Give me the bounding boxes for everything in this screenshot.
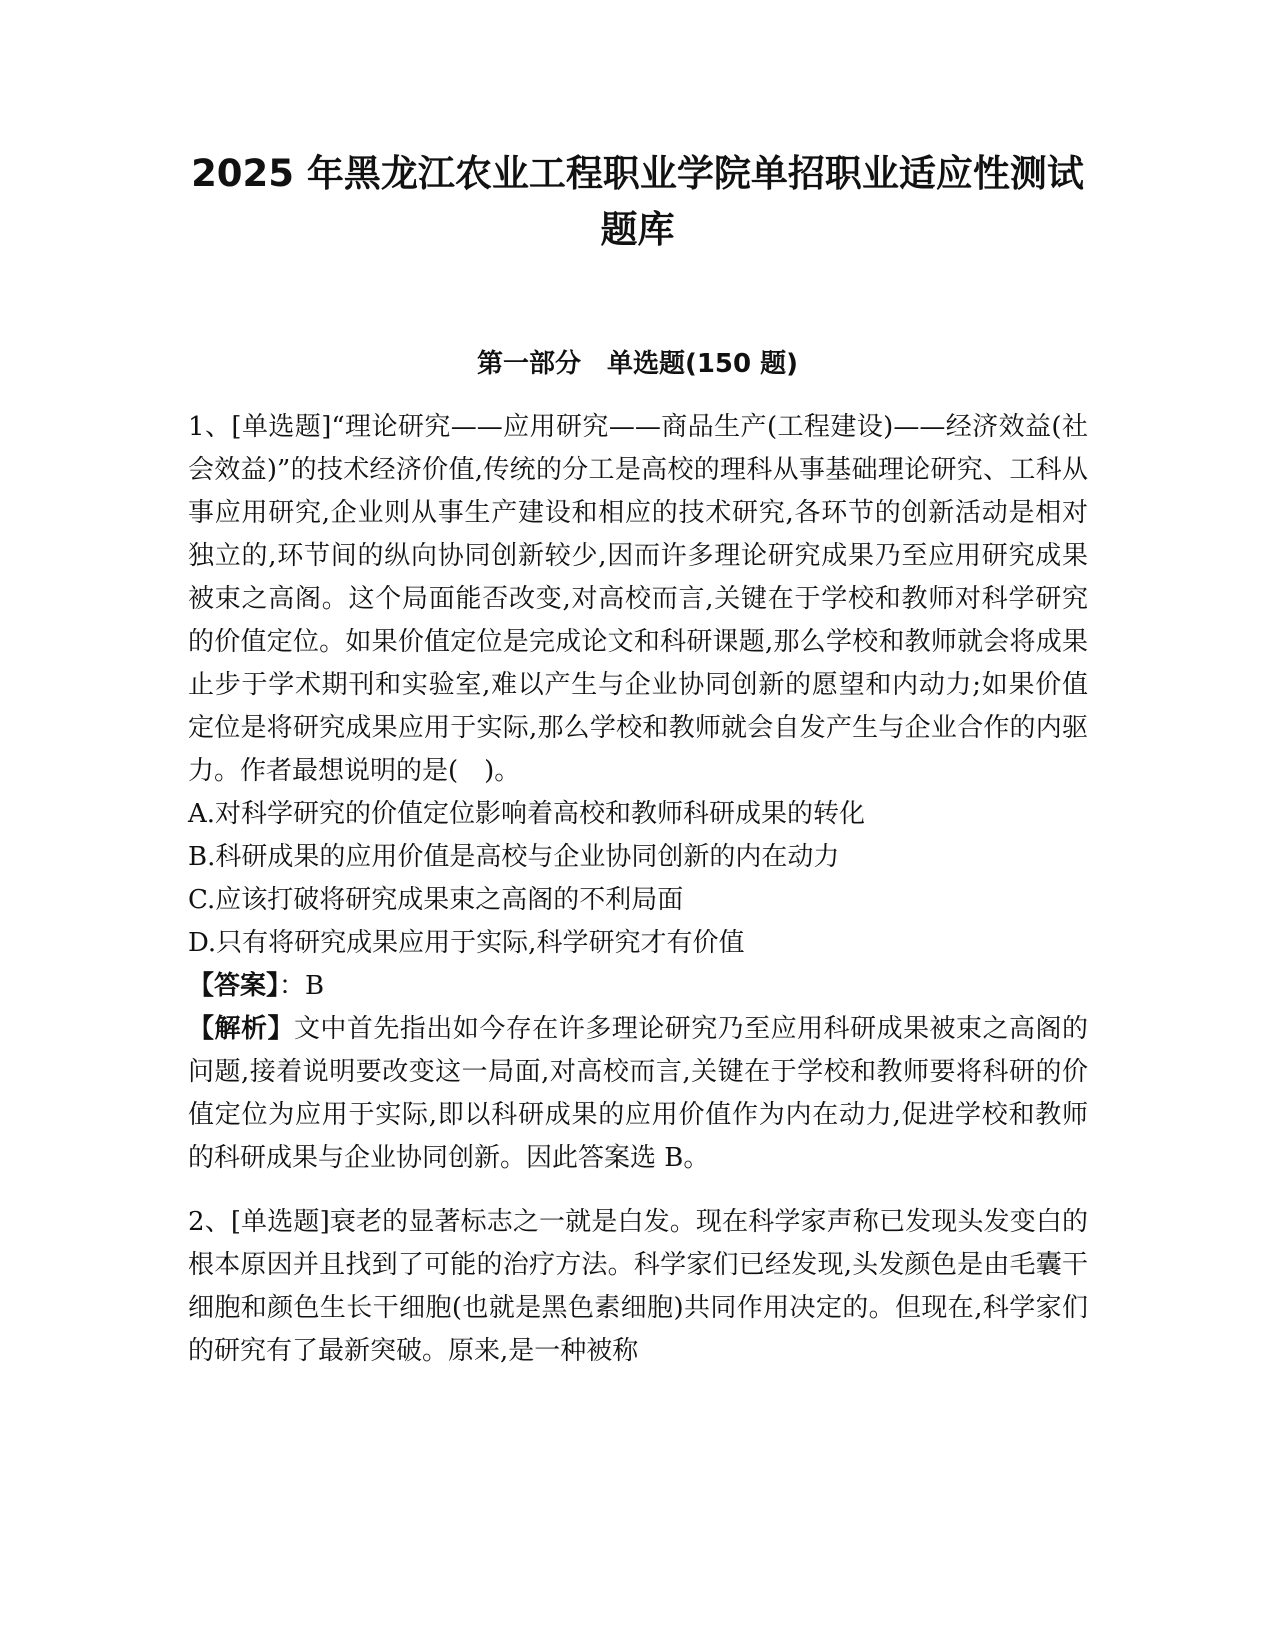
- option-c: C.应该打破将研究成果束之高阁的不利局面: [188, 885, 684, 915]
- analysis-label: 【解析】: [188, 1014, 294, 1044]
- answer-label: 【答案】: [188, 971, 280, 1001]
- question-stem: 2、[单选题]衰老的显著标志之一就是白发。现在科学家声称已发现头发变白的根本原因并且找到了可能的治疗方法。科学家们已经发现,头发颜色是由毛囊干细胞和颜色生长干细胞(也就是黑色素细胞)共同作用决定的。但现在,科学家们的研究有了最新突破。原来,是一种被称: [188, 1207, 1089, 1366]
- option-a: A.对科学研究的价值定位影响着高校和教师科研成果的转化: [188, 799, 866, 829]
- document-title: [150, 146, 1125, 258]
- answer-value: ：B: [279, 971, 325, 1001]
- question-stem: 1、[单选题]“理论研究——应用研究——商品生产(工程建设)——经济效益(社会效益)”的技术经济价值,传统的分工是高校的理科从事基础理论研究、工科从事应用研究,企业则从事生产建设和相应的技术研究,各环节的创新活动是相对独立的,环节间的纵向协同创新较少,因而许多理论研究成果乃至应用研究成果被束之高阁。这个局面能否改变,对高校而言,关键在于学校和教师对科学研究的价值定位。如果价值定位是完成论文和科研课题,那么学校和教师就会将成果止步于学术期刊和实验室,难以产生与企业协同创新的愿望和内动力;如果价值定位是将研究成果应用于实际,那么学校和教师就会自发产生与企业合作的内驱力。作者最想说明的是( )。: [188, 412, 1089, 786]
- answer-line: [188, 965, 1088, 1008]
- analysis-paragraph: [188, 1008, 1088, 1180]
- analysis-text: 文中首先指出如今存在许多理论研究乃至应用科研成果被束之高阁的问题,接着说明要改变这一局面,对高校而言,关键在于学校和教师要将科研的价值定位为应用于实际,即以科研成果的应用价值作为内在动力,促进学校和教师的科研成果与企业协同创新。因此答案选 B。: [188, 1014, 1088, 1173]
- option-d: D.只有将研究成果应用于实际,科学研究才有价值: [188, 928, 745, 958]
- document-title-line-2: 题库: [600, 208, 675, 251]
- question-2: [188, 1201, 1088, 1373]
- question-list: [188, 406, 1088, 1373]
- section-heading: 第一部分 单选题(150 题): [476, 349, 799, 379]
- question-1: [188, 406, 1088, 1180]
- document-title-line-1: 2025 年黑龙江农业工程职业学院单招职业适应性测试: [191, 152, 1084, 195]
- option-b: B.科研成果的应用价值是高校与企业协同创新的内在动力: [188, 842, 840, 872]
